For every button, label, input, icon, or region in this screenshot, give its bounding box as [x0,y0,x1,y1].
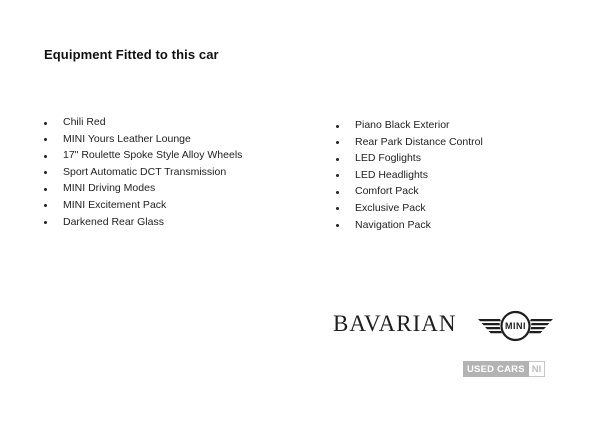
list-item: Sport Automatic DCT Transmission [44,164,242,181]
list-item: MINI Excitement Pack [44,197,242,214]
used-cars-badge [463,361,545,377]
list-item: Darkened Rear Glass [44,214,242,231]
list-item: MINI Driving Modes [44,180,242,197]
list-item: Chili Red [44,114,242,131]
badge-main-text: USED CARS [463,361,529,377]
mini-logo-text: MINI [505,321,526,332]
list-item: Piano Black Exterior [336,117,483,134]
list-item: MINI Yours Leather Lounge [44,131,242,148]
equipment-list-left [44,114,242,230]
list-item: LED Headlights [336,167,483,184]
page-title: Equipment Fitted to this car [44,47,219,62]
list-item: Navigation Pack [336,217,483,234]
list-item: LED Foglights [336,150,483,167]
list-item: 17" Roulette Spoke Style Alloy Wheels [44,147,242,164]
list-item: Comfort Pack [336,183,483,200]
mini-logo-icon [478,309,553,343]
equipment-list-right [336,117,483,233]
list-item: Rear Park Distance Control [336,134,483,151]
badge-region-text: NI [529,361,546,377]
list-item: Exclusive Pack [336,200,483,217]
dealer-wordmark: BAVARIAN [333,311,457,336]
